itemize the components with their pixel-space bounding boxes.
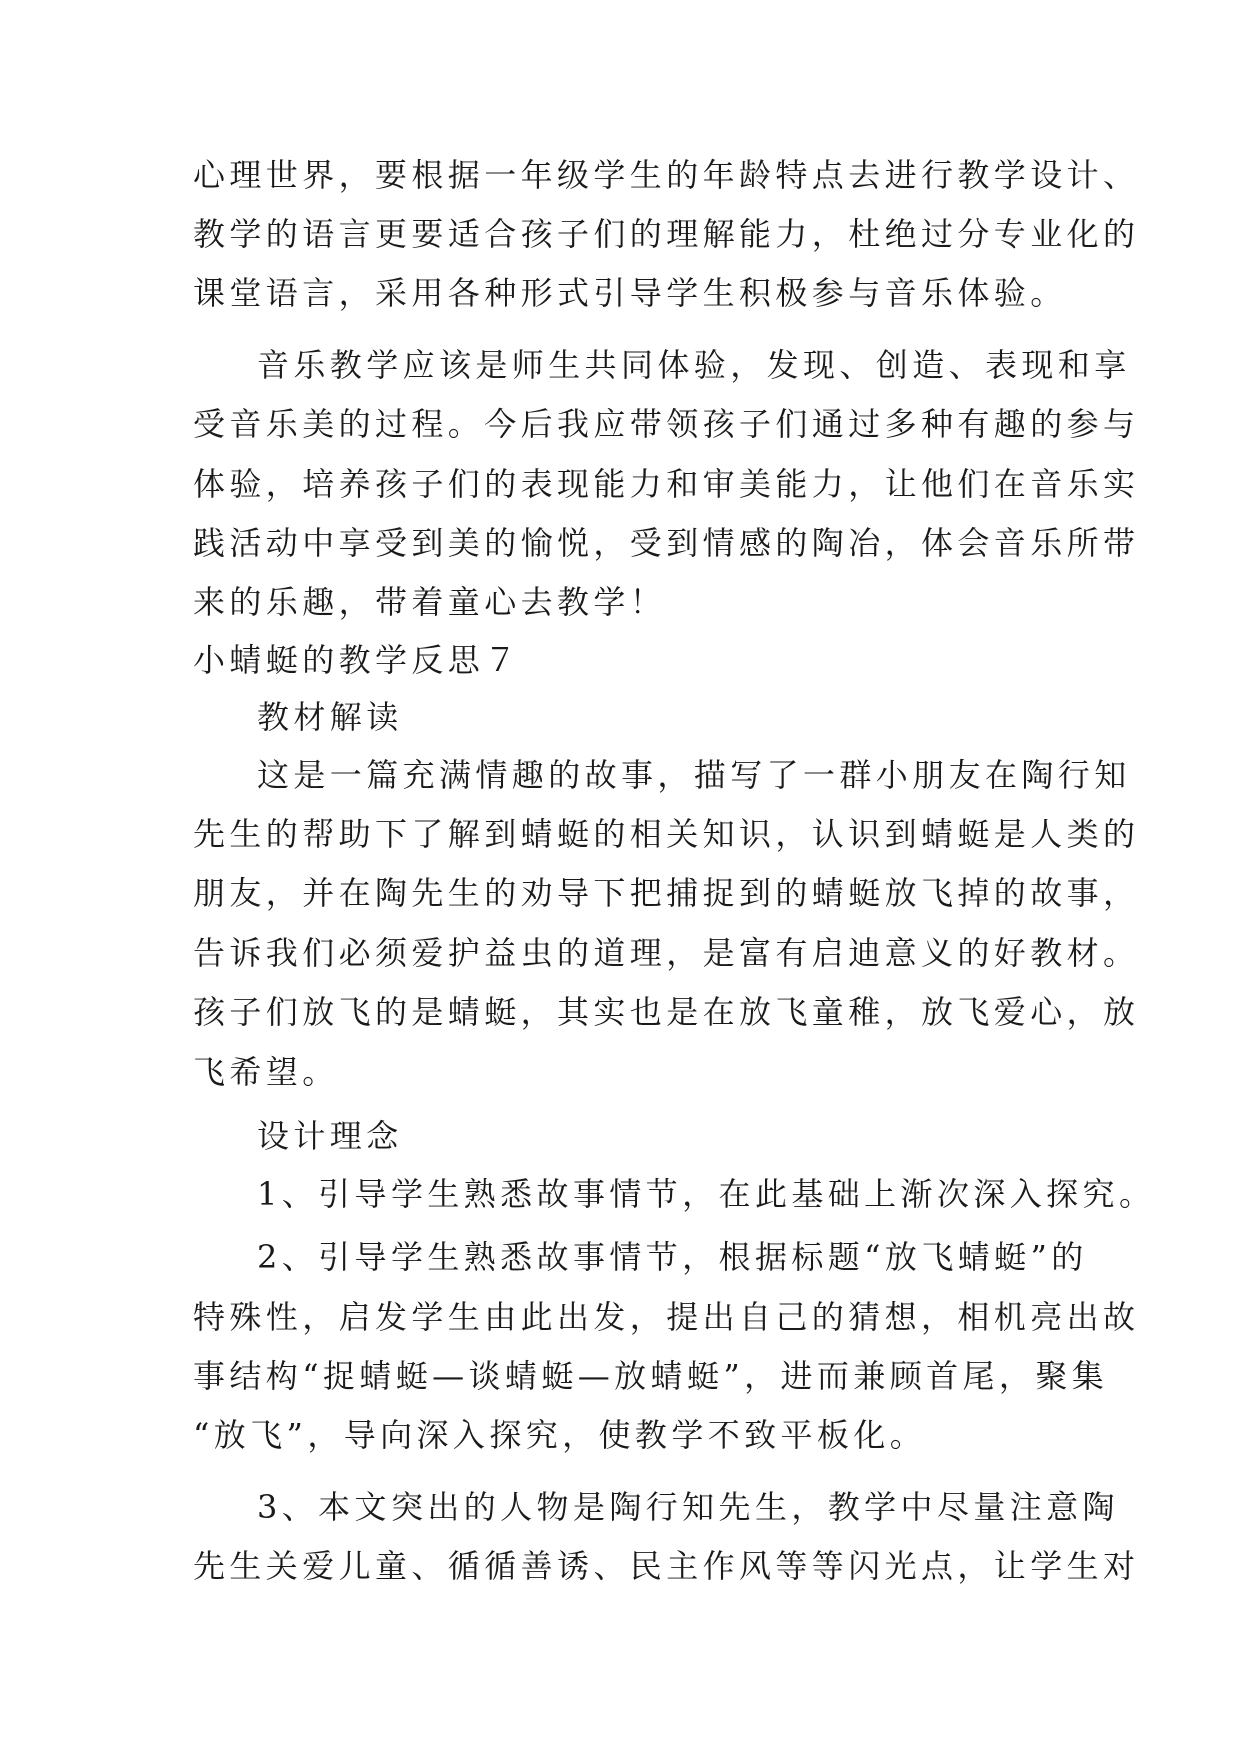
paragraph-line: 来的乐趣，带着童心去教学！ — [193, 583, 667, 621]
paragraph-line: 受音乐美的过程。今后我应带领孩子们通过多种有趣的参与 — [193, 405, 1140, 443]
list-item: 3、本文突出的人物是陶行知先生，教学中尽量注意陶 — [257, 1488, 1119, 1526]
paragraph-line: 先生的帮助下了解到蜻蜓的相关知识，认识到蜻蜓是人类的 — [193, 815, 1140, 853]
section-title: 小蜻蜓的教学反思７ — [193, 641, 521, 679]
subheading: 设计理念 — [257, 1117, 403, 1155]
paragraph-line: 飞希望。 — [193, 1053, 339, 1091]
paragraph-line: 音乐教学应该是师生共同体验，发现、创造、表现和享 — [257, 346, 1131, 384]
paragraph-line: 体验，培养孩子们的表现能力和审美能力，让他们在音乐实 — [193, 465, 1140, 503]
paragraph-line: 心理世界，要根据一年级学生的年龄特点去进行教学设计、 — [193, 156, 1140, 194]
paragraph-line: 这是一篇充满情趣的故事，描写了一群小朋友在陶行知 — [257, 756, 1131, 794]
paragraph-line: 践活动中享受到美的愉悦，受到情感的陶冶，体会音乐所带 — [193, 524, 1140, 562]
paragraph-line: 教学的语言更要适合孩子们的理解能力，杜绝过分专业化的 — [193, 215, 1140, 253]
paragraph-line: 孩子们放飞的是蜻蜓，其实也是在放飞童稚，放飞爱心，放 — [193, 993, 1140, 1031]
paragraph-line: 朋友，并在陶先生的劝导下把捕捉到的蜻蜓放飞掉的故事， — [193, 874, 1140, 912]
paragraph-line: 特殊性，启发学生由此出发，提出自己的猜想，相机亮出故 — [193, 1298, 1140, 1336]
paragraph-line: 课堂语言，采用各种形式引导学生积极参与音乐体验。 — [193, 274, 1067, 312]
paragraph-line: 告诉我们必须爱护益虫的道理，是富有启迪意义的好教材。 — [193, 934, 1140, 972]
paragraph-line: 事结构“捉蜻蜓—谈蜻蜓—放蜻蜓”，进而兼顾首尾，聚集 — [193, 1357, 1109, 1395]
list-item: 1、引导学生熟悉故事情节，在此基础上渐次深入探究。 — [257, 1175, 1156, 1213]
list-item: 2、引导学生熟悉故事情节，根据标题“放飞蜻蜓”的 — [257, 1238, 1088, 1276]
paragraph-line: “放飞”，导向深入探究，使教学不致平板化。 — [193, 1416, 927, 1454]
subheading: 教材解读 — [257, 698, 403, 736]
paragraph-line: 先生关爱儿童、循循善诱、民主作风等等闪光点，让学生对 — [193, 1547, 1140, 1585]
